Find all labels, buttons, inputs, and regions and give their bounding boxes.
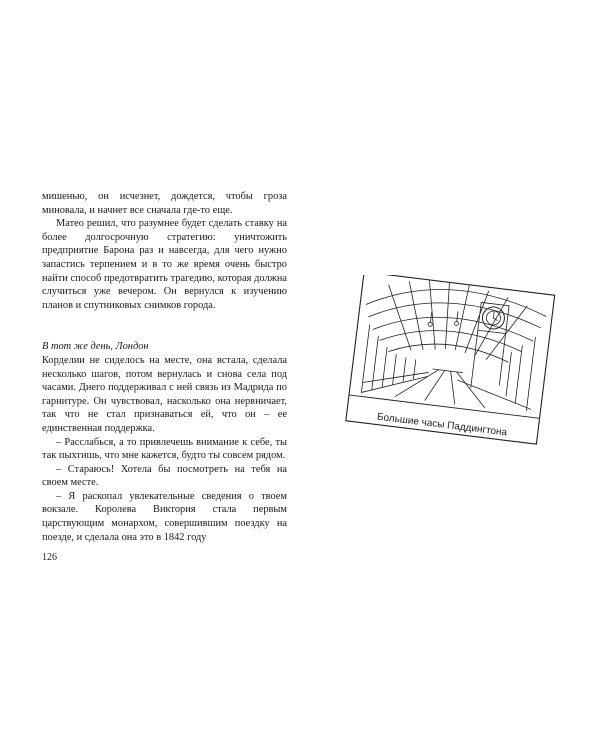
dialogue-line: – Я раскопал увлекательные сведения о твоем вокзале. Королева Виктория стала первым царствующим монархом, совершившим поездку на поезде, и сделала она это в 1842 году: [42, 490, 287, 543]
illustration-caption: Большие часы Паддингтона: [376, 411, 508, 439]
page-number: 126: [42, 552, 57, 563]
paragraph-mateo: Матео решил, что разумнее будет сделать ставку на более долгосрочную стратегию: уничтожить предприятие Барона раз и навсегда, для чего нужно запастись терпением и в то же время очень быстро найти способ предотвратить трагедию, которая должна случиться уже вечером. Он вернулся к изучению планов и спутниковых снимков города.: [42, 218, 287, 311]
dialogue-line: – Стараюсь! Хотела бы посмотреть на тебя на своем месте.: [42, 463, 287, 489]
paragraph-continuation: мишенью, он исчезнет, дождется, чтобы гроза миновала, и начнет все сначала где-то еще.: [42, 191, 287, 216]
text-column: [42, 190, 287, 544]
section-heading: В тот же день, Лондон: [42, 341, 149, 353]
paragraph-cordelia: Корделии не сиделось на месте, она встала, сделала несколько шагов, потом вернулась и снова села под часами. Диего поддерживал с ней связь из Мадрида по гарнитуре. Он чувствовал, насколько она нервничает, так что не стал признаваться ей, что он – ее единственная поддержка.: [42, 354, 287, 434]
dialogue-line: – Расслабься, а то привлечешь внимание к себе, ты так пыхтишь, что мне кажется, будто ты совсем рядом.: [42, 436, 287, 462]
section-gap: [42, 312, 287, 340]
paddington-station-sketch-icon: [340, 275, 560, 445]
illustration-card: [340, 275, 560, 445]
